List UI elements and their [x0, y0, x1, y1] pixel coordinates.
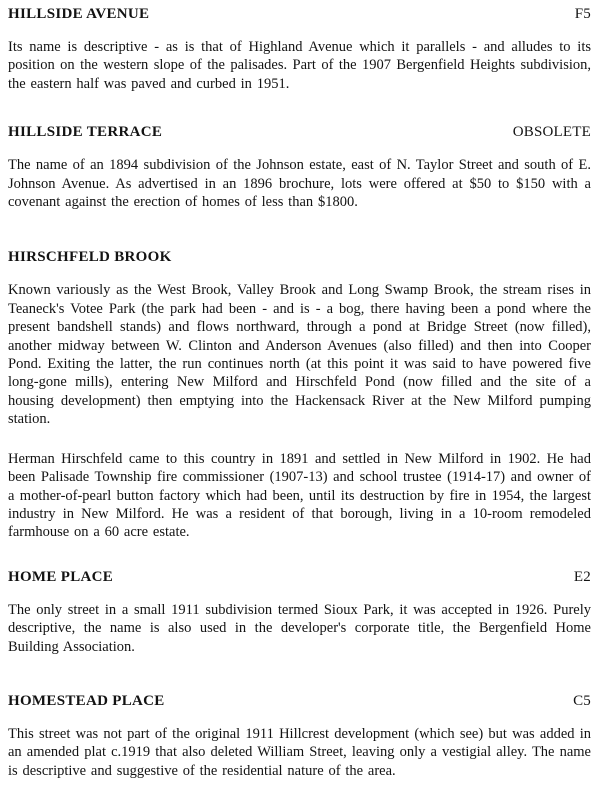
entry-name: HILLSIDE TERRACE: [8, 124, 163, 141]
entry-paragraph: The only street in a small 1911 subdivision termed Sioux Park, it was accepted in 1926. Purely descriptive, the name is also used in the developer's corporate title, the Bergenfield Home Building Association.: [8, 601, 591, 655]
entry-paragraph: This street was not part of the original 1911 Hillcrest development (which see) but was added in an amended plat c.1919 that also deleted William Street, leaving only a vestigial alley. The name is descriptive and suggestive of the residential nature of the area.: [8, 725, 591, 779]
entry-heading: [8, 249, 591, 266]
entry-name: HILLSIDE AVENUE: [8, 6, 150, 22]
entry-heading: [8, 6, 591, 23]
entry-heading: [8, 124, 591, 141]
entry-heading: [8, 569, 591, 586]
entry-paragraph: Its name is descriptive - as is that of Highland Avenue which it parallels - and alludes to its position on the western slope of the palisades. Part of the 1907 Bergenfield Heights subdivision, the eastern half was paved and curbed in 1951.: [8, 39, 591, 92]
entry-name: HIRSCHFELD BROOK: [8, 249, 172, 266]
entry-hillside-terrace: [8, 124, 591, 211]
entry-grid-ref: C5: [573, 692, 591, 709]
entry-name: HOMESTEAD PLACE: [8, 692, 165, 709]
entry-home-place: [8, 569, 591, 656]
entry-hillside-avenue: [8, 6, 591, 93]
entry-name: HOME PLACE: [8, 568, 114, 585]
entry-grid-ref: OBSOLETE: [512, 124, 591, 141]
entry-hirschfeld-brook: [8, 249, 591, 541]
entry-grid-ref: F5: [574, 6, 591, 22]
entry-paragraph: Known variously as the West Brook, Valley Brook and Long Swamp Brook, the stream rises in Teaneck's Votee Park (the park had been - and is - a bog, there having been a pond where the present bandshell stands) and flows northward, through a pond at Bridge Street (now filled), another midway between W. Clinton and Anderson Avenues (also filled) and then into Cooper Pond. Exiting the latter, the run continues north (at this point it was said to have powered five long-gone mills), entering New Milford and Hirschfeld Pond (now filled and the site of a housing development) then emptying into the Hackensack River at the New Milford pumping station.: [8, 282, 591, 428]
entry-grid-ref: E2: [573, 568, 591, 585]
entry-paragraph: The name of an 1894 subdivision of the Johnson estate, east of N. Taylor Street and south of E. Johnson Avenue. As advertised in an 1896 brochure, lots were offered at $50 to $150 with a covenant against the erection of homes of less than $1800.: [8, 157, 591, 211]
entry-paragraph: Herman Hirschfeld came to this country in 1891 and settled in New Milford in 1902. He had been Palisade Township fire commissioner (1907-13) and school trustee (1914-17) and owner of a mother-of-pearl button factory which had been, until its destruction by fire in 1954, the largest industry in New Milford. He was a resident of that borough, living in a 10-room remodeled farmhouse on a 60 acre estate.: [8, 450, 591, 541]
entry-homestead-place: [8, 693, 591, 780]
entry-heading: [8, 693, 591, 710]
